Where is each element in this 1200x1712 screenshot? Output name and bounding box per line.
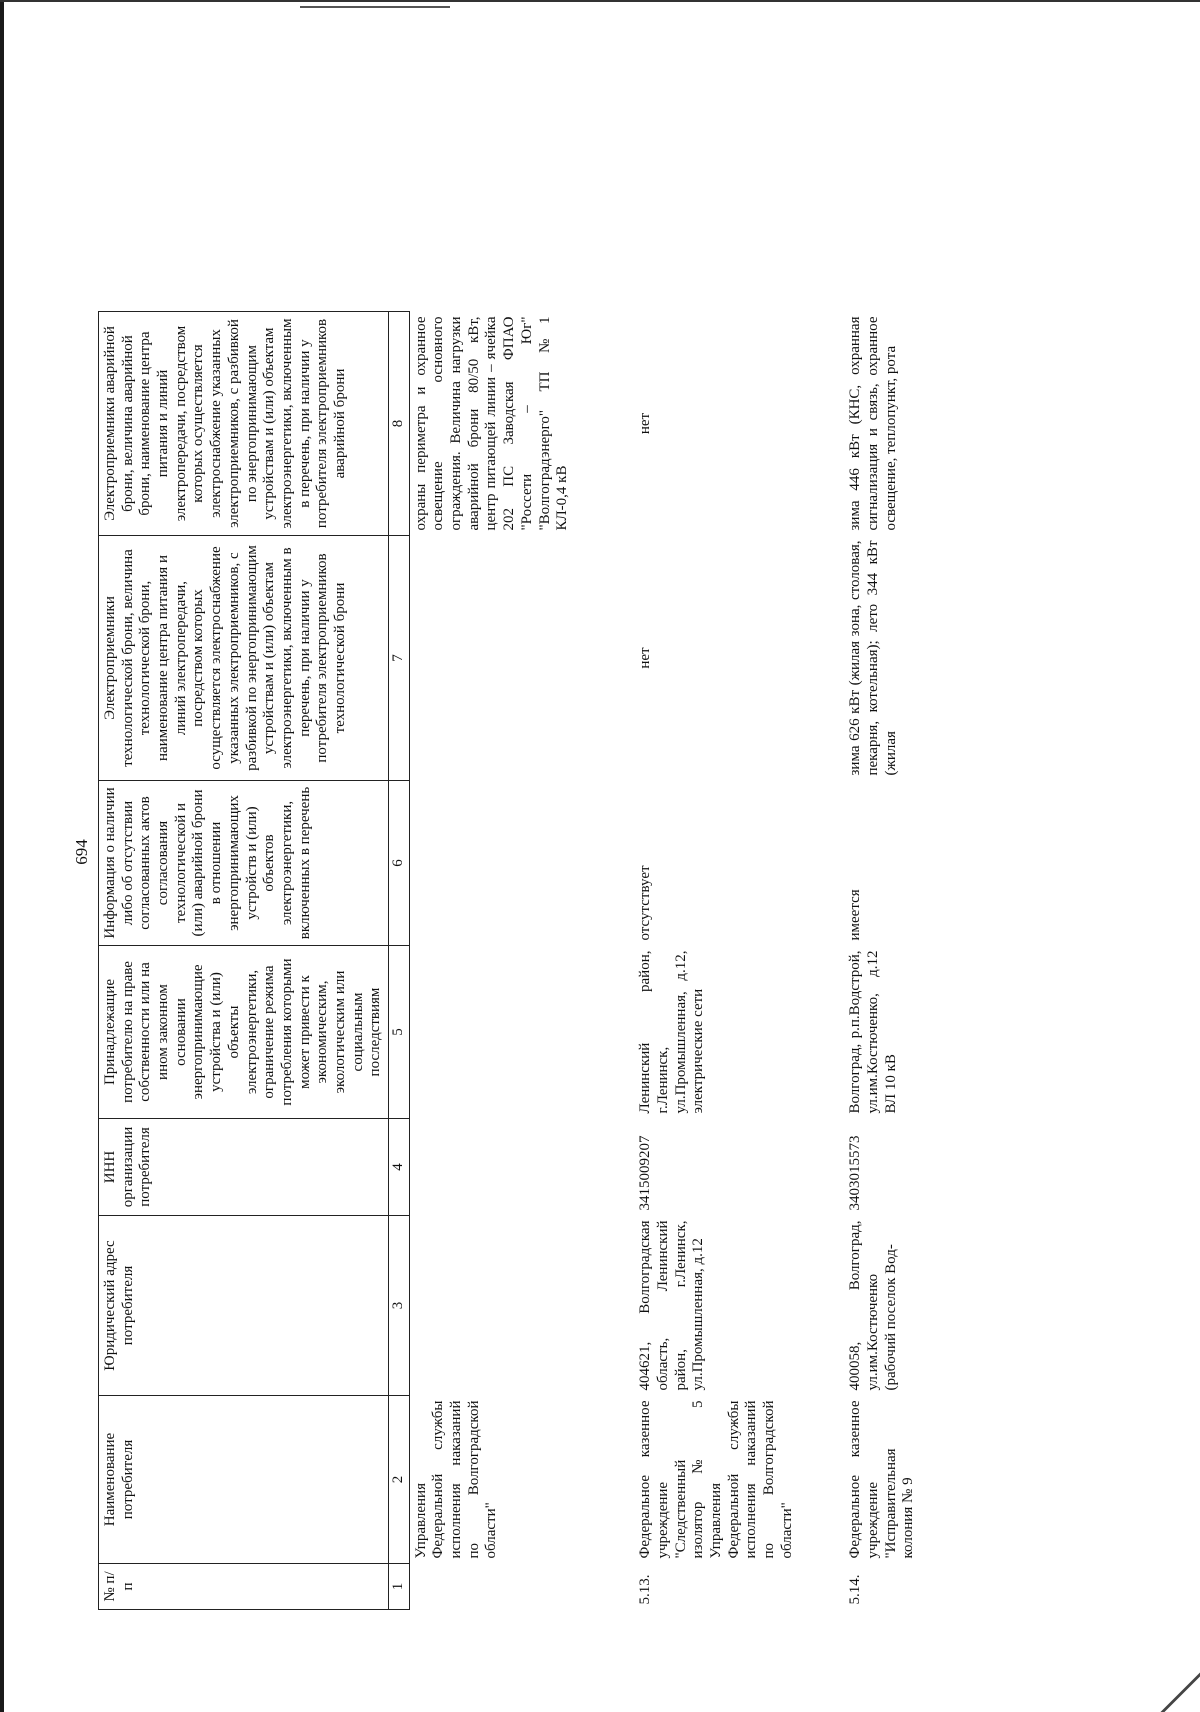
row-consumer-name: Управления Федеральной службы исполнения наказаний по Волгоградской области" <box>412 1400 500 1559</box>
table-row <box>844 312 921 1610</box>
header-tech-reserve: Электроприемники технологической брони, величина технологической брони, наименование центра питания и линий электропередачи, посредством которых осуществляется электроснабжение указанных электроприемников, с разбивкой по энергопринимающим устройствам и (или) объектам электроэнергетики, включенным в перечень, при наличии у потребителя электроприемников технологической брони <box>99 536 389 781</box>
row-emergency-reserve: зима 446 кВт (КНС, охранная сигнализация и связь, охранное освещение, теплопункт, рота <box>847 316 899 531</box>
row-inn <box>409 1119 634 1216</box>
column-number: 1 <box>389 1564 410 1610</box>
column-number: 2 <box>389 1396 410 1564</box>
row-tech-reserve: зима 626 кВт (жилая зона, столовая, пекарня, котельная); лето 344 кВт (жилая <box>847 540 899 776</box>
row-acts-info: имеется <box>847 889 864 941</box>
row-acts-info <box>409 781 634 946</box>
row-num <box>409 1564 634 1610</box>
row-emergency-reserve: охраны периметра и охранное освещение основного ограждения. Величина нагрузки аварийной брони 80/50 кВт, центр питающей линии – ячейка 202 ПС Заводская ФПАО "Россети – Юг" "Волгоградэнерго" ТП №1 КЛ-0,4 кВ <box>412 316 571 531</box>
row-devices <box>409 946 634 1119</box>
header-devices: Принадлежащие потребителю на праве собственности или на ином законном основании энергопринимающие устройства и (или) объекты электроэнергетики, ограничение режима потребления которыми может привести к экономическим, экологическим или социальным последствиям <box>99 946 389 1119</box>
row-consumer-name: Федеральное казенное учреждение "Исправительная колония № 9 <box>847 1400 917 1559</box>
column-number: 8 <box>389 312 410 536</box>
header-inn: ИНН организации потребителя <box>99 1119 389 1216</box>
header-consumer-name: Наименование потребителя <box>99 1396 389 1564</box>
row-legal-address: 400058, Волгоград, ул.им.Костюченко (рабочий поселок Вод- <box>847 1220 899 1391</box>
row-consumer-name: Федеральное казенное учреждение "Следственный изолятор № 5 Управления Федеральной службы исполнения наказаний по Волгоградской области" <box>637 1400 795 1559</box>
page-number: 694 <box>72 839 91 865</box>
header-acts-info: Информация о наличии либо об отсутствии согласованных актов согласования технологической и (или) аварийной брони в отношении энергопринимающих устройств и (или) объектов электроэнергетики, включенных в перечень <box>99 781 389 946</box>
row-legal-address: 404621, Волгоградская область, Ленинский район, г.Ленинск, ул.Промышленная, д.12 <box>637 1220 707 1391</box>
consumer-registry-table <box>98 311 921 1610</box>
column-number: 5 <box>389 946 410 1119</box>
row-num: 5.13. <box>637 1574 654 1605</box>
column-number: 3 <box>389 1216 410 1396</box>
row-acts-info: отсутствует <box>637 865 654 941</box>
table-row <box>634 312 844 1610</box>
row-tech-reserve: нет <box>637 647 654 669</box>
row-legal-address <box>409 1216 634 1396</box>
column-number: 7 <box>389 536 410 781</box>
row-inn: 3415009207 <box>637 1135 654 1211</box>
row-num: 5.14. <box>847 1574 864 1605</box>
header-num: № п/п <box>99 1564 389 1610</box>
row-inn: 3403015573 <box>847 1135 864 1211</box>
table-row <box>409 312 634 1610</box>
row-devices: Ленинский район, г.Ленинск, ул.Промышленная, д.12, электрические сети <box>637 950 707 1114</box>
row-devices: Волгоград, р.п.Водстрой, ул.им.Костюченко, д.12 ВЛ 10 кВ <box>847 950 899 1114</box>
header-legal-address: Юридический адрес потребителя <box>99 1216 389 1396</box>
row-emergency-reserve: нет <box>637 412 654 435</box>
column-number-row <box>389 312 410 1610</box>
column-number: 4 <box>389 1119 410 1216</box>
table-header-row <box>99 312 389 1610</box>
column-number: 6 <box>389 781 410 946</box>
row-tech-reserve <box>409 536 634 781</box>
header-emergency-reserve: Электроприемники аварийной брони, величина аварийной брони, наименование центра питания и линий электропередачи, посредством которых осуществляется электроснабжение указанных электроприемников, с разбивкой по энергопринимающим устройствам и (или) объектам электроэнергетики, включенным в перечень, при наличии у потребителя электроприемников аварийной брони <box>99 312 389 536</box>
